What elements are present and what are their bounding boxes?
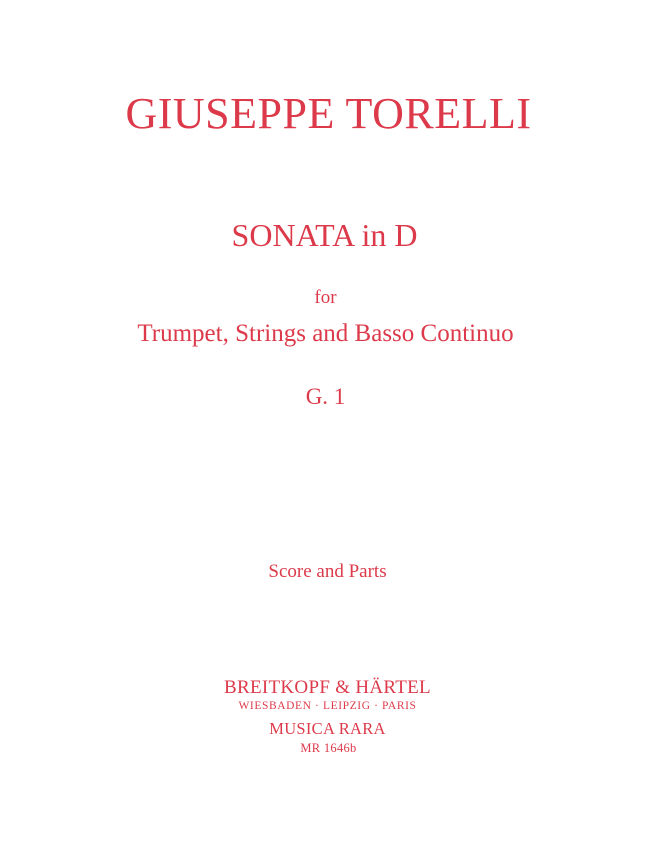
edition-type: Score and Parts xyxy=(268,561,387,582)
work-title: SONATA in D xyxy=(231,217,418,253)
publisher-cities: WIESBADEN · LEIPZIG · PARIS xyxy=(238,700,417,712)
publisher-imprint: MUSICA RARA xyxy=(269,719,386,738)
publisher-name: BREITKOPF & HÄRTEL xyxy=(224,677,431,698)
for-label: for xyxy=(314,287,337,308)
publisher-catalogue-number: MR 1646b xyxy=(300,741,357,755)
composer-name: GIUSEPPE TORELLI xyxy=(125,89,532,138)
catalogue-number: G. 1 xyxy=(305,384,346,409)
instrumentation: Trumpet, Strings and Basso Continuo xyxy=(137,320,514,347)
